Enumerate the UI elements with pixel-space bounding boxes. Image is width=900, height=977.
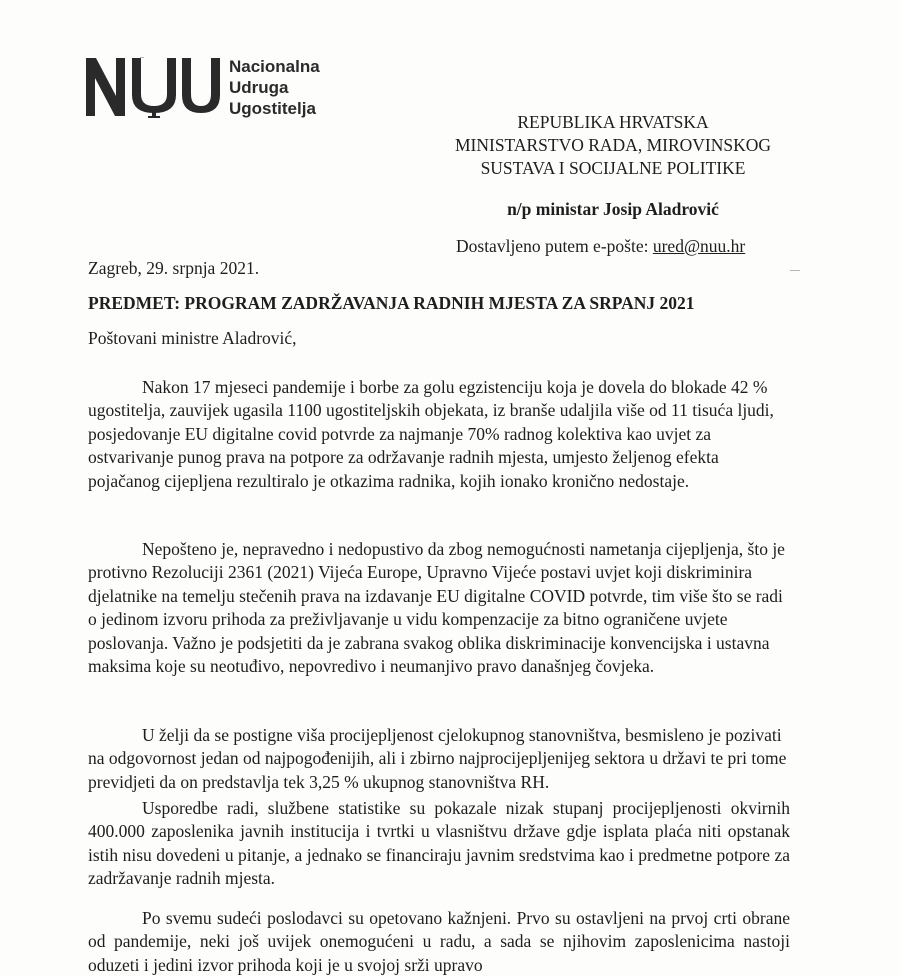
recipient-address — [440, 111, 786, 180]
recipient-line3: SUSTAVA I SOCIJALNE POLITIKE — [480, 158, 746, 178]
org-name-line1: Nacionalna — [229, 57, 320, 76]
delivery-email-link[interactable]: ured@nuu.hr — [652, 236, 746, 256]
subject-line: PREDMET: PROGRAM ZADRŽAVANJA RADNIH MJESTA ZA SRPANJ 2021 — [88, 293, 695, 313]
org-name-line2: Udruga — [229, 78, 289, 97]
recipient-line2: MINISTARSTVO RADA, MIROVINSKOG — [454, 135, 772, 155]
scan-mark — [790, 270, 800, 271]
body-paragraph-3: U želji da se postigne viša procijepljenost cjelokupnog stanovništva, besmisleno je pozivati na odgovornost jedan od najpogođenijih, ali i zbirno najprocijepljenijeg sektora u državi te pri tome previdjeti da on predstavlja tek 3,25 % ukupnog stanovništva RH. — [88, 725, 787, 792]
body-paragraph-4: Usporedbe radi, službene statistike su pokazale nizak stupanj procijepljenosti okvirnih 400.000 zaposlenika javnih institucija i tvrtki u vlasništvu države gdje isplata plaća niti opstanak istih nisu dovedeni u pitanje, a jednako se financiraju javnim sredstvima kao i predmetne potpore za zadržavanje radnih mjesta. — [88, 798, 790, 889]
body-paragraph-5: Po svemu sudeći poslodavci su opetovano kažnjeni. Prvo su ostavljeni na prvoj crti obrane od pandemije, neki još uvijek onemogućeni u radu, a sada se njihovim zaposlenicima nastoji oduzeti i jedini izvor prihoda koji je u svojoj srži upravo — [88, 908, 790, 975]
body-paragraph-2: Nepošteno je, nepravedno i nedopustivo da zbog nemogućnosti nametanja cijepljenja, što je protivno Rezoluciji 2361 (2021) Vijeća Europe, Upravno Vijeće postavi uvjet koji diskriminira djelatnike na temelju stečenih prava na izdavanje EU digitalne COVID potvrde, tim više što se radi o jedinom izvoru prihoda za preživljavanje u vidu kompenzacije za bitno ograničene uvjete poslovanja. Važno je podsjetiti da je zabrana svakog oblika diskriminacije konvencijska i ustavna maksima koje su neotuđivo, nepovredivo i neumanjivo pravo današnjeg čovjeka. — [88, 539, 785, 677]
organization-name — [229, 56, 320, 119]
org-name-line3: Ugostitelja — [229, 99, 316, 118]
nuu-logo-mark — [86, 56, 221, 120]
letterhead-logo — [86, 56, 320, 120]
delivery-label: Dostavljeno putem e-pošte: — [456, 236, 649, 256]
salutation: Poštovani ministre Aladrović, — [88, 328, 297, 348]
attention-line: n/p ministar Josip Aladrović — [507, 199, 719, 219]
body-paragraph-1: Nakon 17 mjeseci pandemije i borbe za golu egzistenciju koja je dovela do blokade 42 % ugostitelja, zauvijek ugasila 1100 ugostiteljskih objekata, iz branše udaljila više od 11 tisuća ljudi, posjedovanje EU digitalne covid potvrde za najmanje 70% radnog kolektiva kao uvjet za ostvarivanje punog prava na potpore za održavanje radnih mjesta, umjesto željenog efekta pojačanog cijepljena rezultiralo je otkazima radnika, kojih ionako kronično nedostaje. — [88, 377, 774, 491]
scan-mark — [140, 57, 144, 58]
delivery-line — [456, 236, 745, 257]
place-date: Zagreb, 29. srpnja 2021. — [88, 258, 260, 278]
recipient-line1: REPUBLIKA HRVATSKA — [517, 112, 709, 132]
